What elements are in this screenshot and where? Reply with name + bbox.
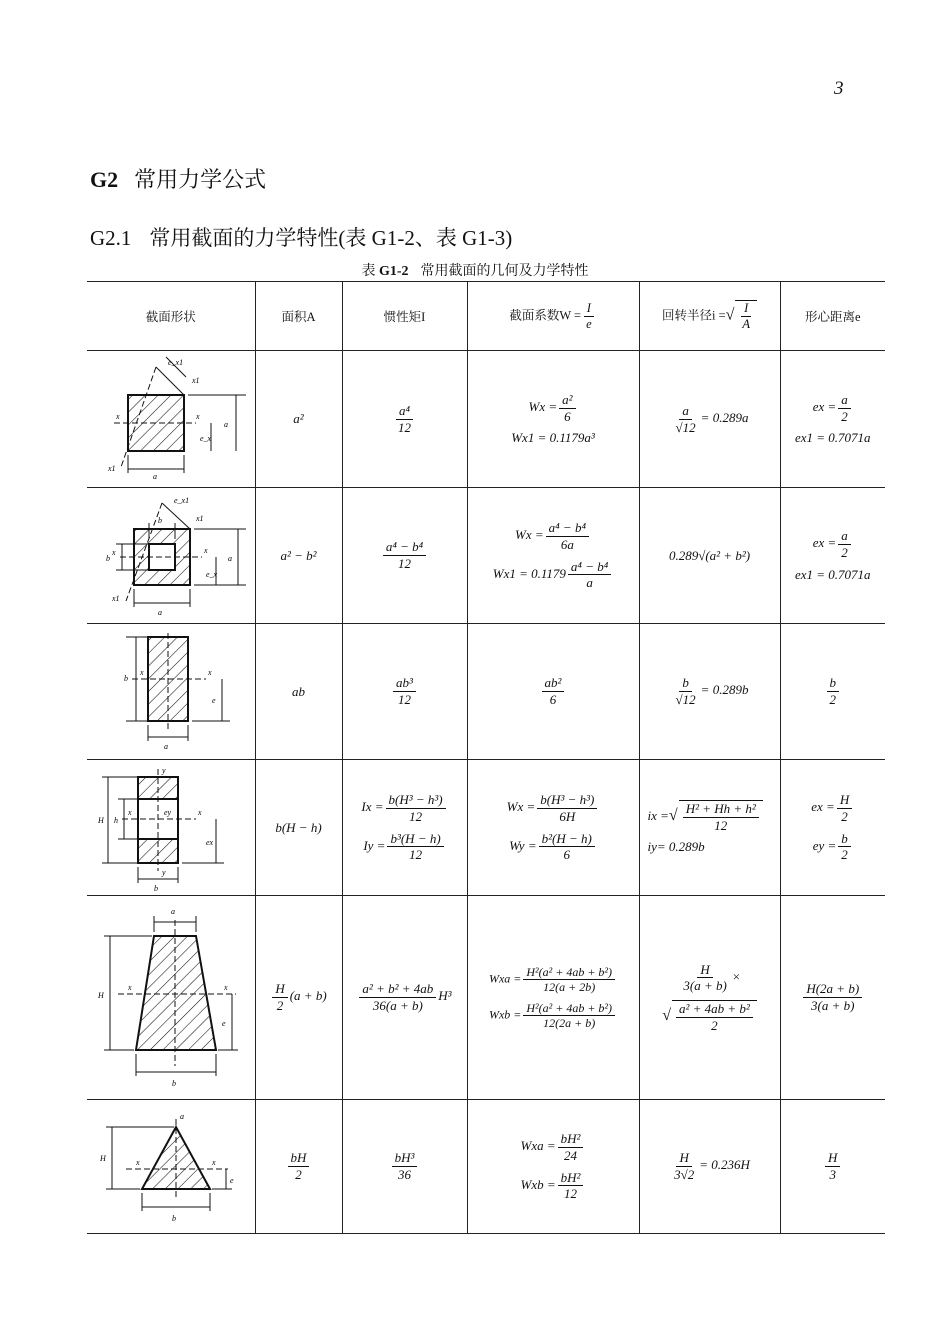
centroid-text: ex1 = 0.7071a — [794, 566, 871, 582]
inertia-den: 12 — [398, 556, 411, 571]
inertia-num: bH³ — [392, 1150, 418, 1167]
modulus-den: 6H — [559, 808, 576, 824]
centroid-num: H — [837, 792, 852, 809]
modulus-den: 6 — [564, 408, 571, 424]
fig-label: x1 — [107, 464, 116, 473]
inertia-num: b³(H − h) — [387, 831, 443, 848]
radius-cell: ix =√ $\frac{\text{H² + Hh + h²}}{12}$ iy= 0.289b — [639, 760, 780, 896]
table-row — [87, 896, 885, 1100]
radius-sqrt-den: 2 — [711, 1017, 718, 1033]
area-cell — [255, 896, 342, 1100]
modulus-num: bH² — [558, 1131, 584, 1148]
radius-cell — [639, 1100, 780, 1234]
fig-label: x1 — [111, 593, 120, 603]
inertia-lhs: Ix = — [361, 799, 384, 815]
hollow-square-figure — [87, 488, 255, 624]
inertia-rest: H³ — [438, 988, 452, 1004]
centroid-num: a — [838, 392, 851, 409]
radius-den: √12 — [675, 692, 696, 707]
modulus-den: 24 — [564, 1147, 578, 1163]
modulus-lhs: Wx = — [528, 398, 558, 414]
header-radius-label: 回转半径i = — [661, 308, 726, 323]
header-modulus-num: I — [584, 301, 594, 317]
inertia-num: a² + b² + 4ab — [359, 981, 436, 998]
radius-sqrt-den: 12 — [714, 817, 728, 833]
modulus-den: 12(a + 2b) — [543, 980, 596, 995]
centroid-lhs: ey = — [812, 837, 837, 853]
fig-label: e_x — [205, 569, 217, 579]
inertia-cell — [342, 624, 467, 760]
fig-label: b — [105, 553, 110, 563]
area-cell: b(H − h) — [255, 760, 342, 896]
fig-label: x — [197, 807, 202, 817]
fig-label: a — [223, 420, 228, 429]
fig-label: ex — [205, 837, 213, 847]
fig-label: e — [229, 1175, 234, 1185]
modulus-lhs: Wx = — [506, 799, 536, 815]
fig-label: H — [99, 1153, 106, 1163]
fig-label: e_x — [199, 434, 211, 443]
inertia-cell — [342, 1100, 467, 1234]
modulus-num: a⁴ − b⁴ — [568, 559, 611, 576]
fig-label: x — [111, 547, 116, 557]
centroid-den: 3 — [829, 1167, 836, 1182]
modulus-num: H²(a² + 4ab + b²) — [523, 1001, 615, 1016]
centroid-den: 2 — [841, 408, 848, 424]
area-cell — [255, 1100, 342, 1234]
radius-num: H — [697, 962, 712, 979]
radius-den: √12 — [675, 419, 696, 435]
modulus-lhs: Wx = — [515, 527, 544, 543]
area-den: 2 — [276, 998, 284, 1013]
table-caption — [0, 260, 950, 280]
modulus-den: 6 — [549, 692, 557, 707]
centroid-cell — [780, 488, 885, 624]
fig-label: x — [127, 982, 132, 992]
centroid-num: H(2a + b) — [803, 981, 862, 998]
fig-label: a — [170, 906, 175, 916]
triangle-figure — [87, 1100, 255, 1234]
fig-label: H — [97, 990, 104, 1000]
header-modulus — [467, 282, 639, 351]
radius-cell: $\frac{H}{3(a + b)}$ × √ $\frac{\text{a² + 4ab + b²}}{2}$ — [639, 896, 780, 1100]
header-shape: 截面形状 — [87, 282, 255, 351]
inertia-den: 12 — [398, 419, 411, 435]
fig-label: x — [135, 1157, 140, 1167]
fig-label: b — [157, 515, 162, 525]
table-header-row — [87, 282, 885, 351]
fig-label: e — [211, 695, 216, 705]
inertia-num: a⁴ − b⁴ — [383, 539, 426, 556]
fig-label: x — [195, 412, 200, 421]
fig-label: e_x1 — [173, 495, 189, 505]
radius-den: 3√2 — [674, 1167, 695, 1182]
radius-cell: 0.289√(a² + b²) — [639, 488, 780, 624]
fig-label: a — [157, 607, 162, 617]
fig-label: x — [211, 1157, 216, 1167]
radius-sqrt-num: H² + Hh + h² — [683, 801, 759, 818]
inertia-cell — [342, 760, 467, 896]
fig-label: e_x1 — [167, 358, 183, 367]
header-radius-den: A — [742, 317, 751, 331]
fig-label: b — [153, 883, 158, 893]
inertia-lhs: Iy = — [363, 837, 386, 853]
centroid-num: b — [827, 675, 840, 692]
centroid-num: a — [838, 528, 851, 545]
header-area: 面积A — [255, 282, 342, 351]
inertia-num: b(H³ − h³) — [386, 792, 446, 809]
caption-title: 常用截面的几何及力学特性 — [420, 264, 589, 279]
caption-prefix: 表 — [361, 264, 379, 279]
table-row — [87, 760, 885, 896]
header-inertia: 惯性矩I — [342, 282, 467, 351]
inertia-num: a⁴ — [396, 403, 413, 420]
modulus-den: 6a — [560, 536, 574, 552]
radius-num: H — [676, 1150, 691, 1167]
modulus-num: bH² — [558, 1170, 584, 1187]
inertia-den: 12 — [398, 692, 411, 707]
modulus-cell — [467, 488, 639, 624]
modulus-den: a — [586, 575, 593, 591]
table-row — [87, 488, 885, 624]
inertia-den: 12 — [409, 847, 423, 863]
modulus-num: b²(H − h) — [539, 831, 595, 848]
modulus-lhs: Wy = — [509, 837, 537, 853]
inertia-den: 12 — [409, 808, 423, 824]
radius-lhs: ix = — [647, 807, 669, 823]
header-radius: 回转半径i =√ $\frac{I}{A}$ — [639, 282, 780, 351]
rectangle-figure — [87, 624, 255, 760]
centroid-cell — [780, 896, 885, 1100]
modulus-num: a⁴ − b⁴ — [546, 520, 589, 537]
fig-label: a — [163, 741, 168, 751]
fig-label: x — [127, 807, 132, 817]
centroid-den: 3(a + b) — [811, 998, 855, 1013]
modulus-text: Wx1 = 0.1179a³ — [511, 430, 595, 446]
modulus-lhs: Wxb = — [488, 1007, 522, 1022]
caption-code: G1-2 — [378, 264, 409, 279]
radius-den: 3(a + b) — [683, 978, 727, 994]
inertia-cell — [342, 488, 467, 624]
inertia-num: ab³ — [393, 675, 416, 692]
modulus-cell — [467, 624, 639, 760]
centroid-cell — [780, 1100, 885, 1234]
fig-label: x — [203, 545, 208, 555]
fig-label: x — [223, 982, 228, 992]
section-code: G2 — [90, 167, 119, 192]
fig-label: x1 — [191, 376, 200, 385]
trapezoid-figure — [87, 896, 255, 1100]
modulus-num: b(H³ − h³) — [537, 792, 597, 809]
fig-label: h — [113, 815, 118, 825]
modulus-lhs: Wxa = — [488, 971, 522, 986]
header-centroid: 形心距离e — [780, 282, 885, 351]
header-radius-num: I — [741, 301, 751, 317]
fig-label: b — [171, 1078, 176, 1088]
radius-cell — [639, 624, 780, 760]
fig-label: a — [179, 1111, 184, 1121]
inertia-den: 36 — [397, 1167, 411, 1182]
area-num: H — [272, 981, 287, 998]
modulus-cell — [467, 896, 639, 1100]
radius-rest: = 0.236H — [699, 1157, 750, 1173]
modulus-cell — [467, 760, 639, 896]
fig-label: y — [161, 765, 166, 775]
modulus-lhs: Wxa = — [520, 1138, 556, 1154]
modulus-lhs: Wxb = — [520, 1176, 556, 1192]
centroid-num: b — [838, 831, 851, 848]
centroid-lhs: ex = — [812, 398, 837, 414]
subsection-heading — [90, 222, 512, 252]
area-cell: a² − b² — [255, 488, 342, 624]
centroid-cell — [780, 351, 885, 488]
page-number: 3 — [834, 78, 844, 99]
square-section-figure — [87, 351, 255, 488]
fig-label: e — [221, 1018, 226, 1028]
centroid-lhs: ex = — [812, 535, 837, 551]
modulus-lhs: Wx1 = 0.1179 — [492, 565, 566, 581]
centroid-cell — [780, 624, 885, 760]
centroid-den: 2 — [841, 847, 848, 863]
area-num: bH — [288, 1150, 310, 1167]
modulus-cell — [467, 1100, 639, 1234]
table-row — [87, 351, 885, 488]
fig-label: x1 — [195, 513, 204, 523]
table-row — [87, 624, 885, 760]
section-properties-table — [87, 281, 885, 1234]
radius-num: b — [679, 675, 692, 692]
subsection-code: G2.1 — [90, 226, 132, 250]
fig-label: a — [152, 472, 157, 481]
fig-label: x — [139, 667, 144, 677]
centroid-den: 2 — [841, 808, 848, 824]
subsection-title: 常用截面的力学特性(表 G1-2、表 G1-3) — [149, 226, 513, 250]
radius-times: × — [731, 968, 741, 984]
modulus-num: ab² — [542, 675, 565, 692]
fig-label: x — [207, 667, 212, 677]
inertia-cell — [342, 351, 467, 488]
radius-text: iy= 0.289b — [647, 839, 705, 855]
area-den: 2 — [295, 1167, 302, 1182]
section-heading — [90, 163, 266, 194]
area-rest: (a + b) — [289, 988, 327, 1004]
fig-label: ey — [163, 807, 171, 817]
fig-label: y — [161, 867, 166, 877]
section-title: 常用力学公式 — [134, 167, 267, 192]
centroid-cell — [780, 760, 885, 896]
fig-label: H — [97, 815, 104, 825]
radius-num: a — [679, 403, 692, 420]
fig-label: b — [123, 673, 128, 683]
area-cell: a² — [255, 351, 342, 488]
modulus-den: 12 — [564, 1186, 578, 1202]
radius-sqrt-num: a² + 4ab + b² — [676, 1001, 753, 1018]
modulus-num: a² — [559, 392, 575, 409]
fig-label: b — [171, 1213, 176, 1223]
fig-label: a — [227, 553, 232, 563]
centroid-text: ex1 = 0.7071a — [794, 430, 871, 446]
slotted-rectangle-figure — [87, 760, 255, 896]
modulus-den: 12(2a + b) — [543, 1015, 596, 1030]
centroid-den: 2 — [829, 692, 836, 707]
modulus-den: 6 — [563, 847, 570, 863]
header-modulus-den: e — [586, 316, 592, 331]
modulus-cell — [467, 351, 639, 488]
centroid-den: 2 — [841, 545, 848, 560]
inertia-cell — [342, 896, 467, 1100]
modulus-num: H²(a² + 4ab + b²) — [523, 965, 615, 980]
header-modulus-label: 截面系数W = — [509, 307, 582, 322]
inertia-den: 36(a + b) — [372, 998, 423, 1013]
centroid-lhs: ex = — [811, 799, 835, 815]
radius-cell — [639, 351, 780, 488]
area-cell: ab — [255, 624, 342, 760]
radius-rest: = 0.289a — [700, 409, 749, 425]
fig-label: x — [115, 412, 120, 421]
radius-rest: = 0.289b — [700, 682, 749, 698]
table-row — [87, 1100, 885, 1234]
centroid-num: H — [825, 1150, 840, 1167]
